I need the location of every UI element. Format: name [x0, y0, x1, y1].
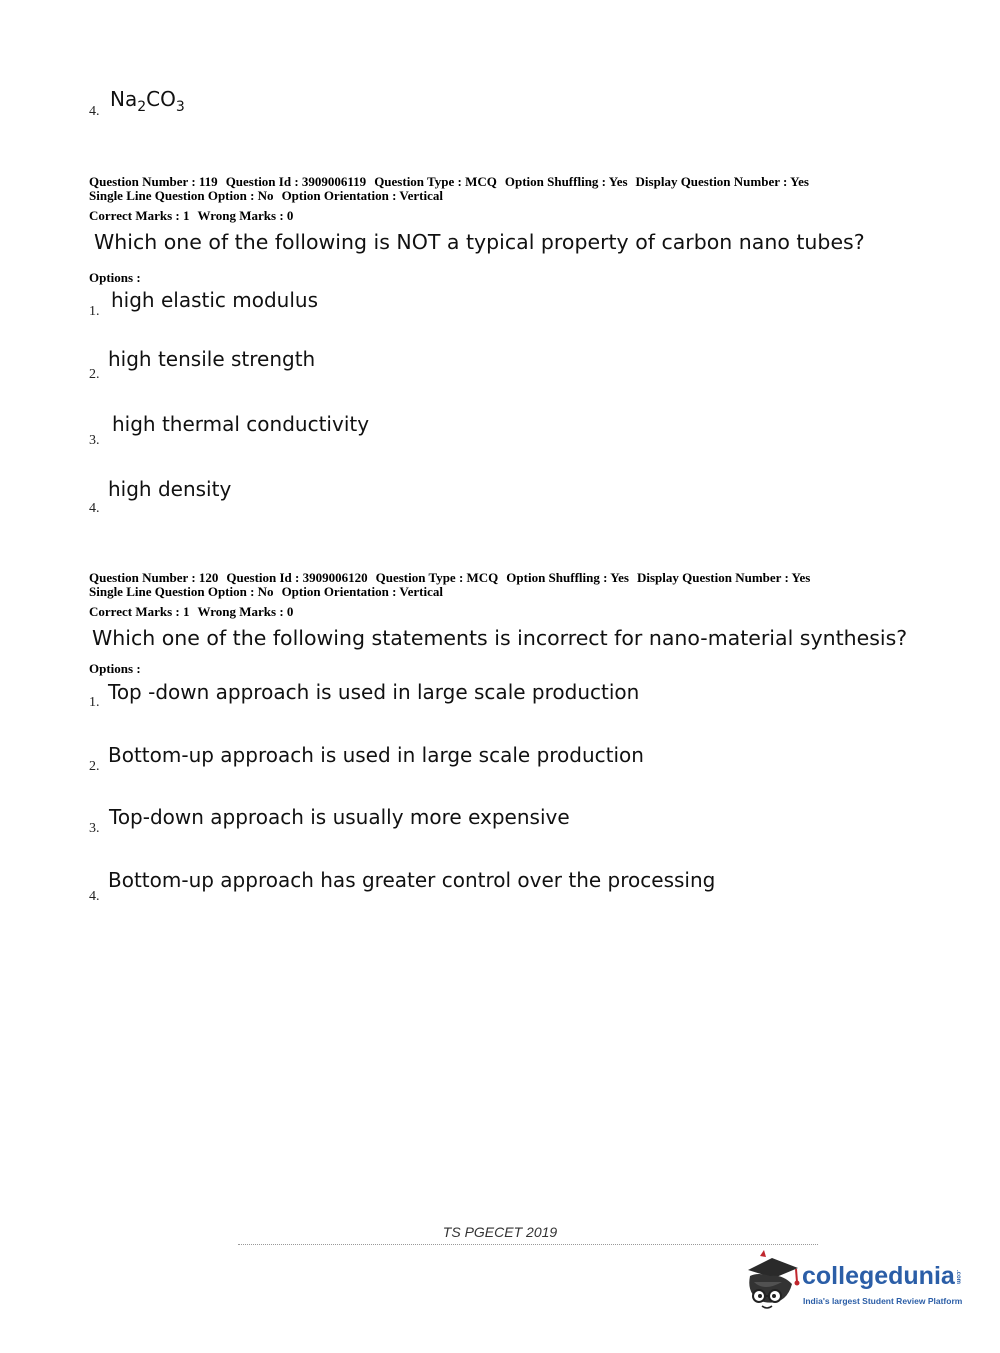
question-meta	[89, 175, 817, 203]
option-text: high density	[108, 477, 232, 501]
option-number: 1.	[89, 695, 100, 710]
option-number: 3.	[89, 433, 100, 448]
collegedunia-logo	[742, 1248, 972, 1318]
mascot-icon	[742, 1248, 804, 1312]
option-number: 3.	[89, 821, 100, 836]
option-text: Top-down approach is usually more expensive	[109, 805, 570, 829]
question-marks: Correct Marks : 1 Wrong Marks : 0	[89, 208, 294, 223]
option-number: 4.	[89, 104, 100, 119]
logo-tagline: India's largest Student Review Platform	[803, 1296, 963, 1306]
meta-line-1: Question Number : 120 Question Id : 3909006120 Question Type : MCQ Option Shuffling : Yes Display Question Number : Yes	[89, 570, 811, 585]
meta-line-2: Single Line Question Option : No Option Orientation : Vertical	[89, 188, 443, 203]
option-number: 4.	[89, 889, 100, 904]
option-text: high thermal conductivity	[112, 412, 370, 436]
question-meta	[89, 571, 818, 599]
option-number: 1.	[89, 304, 100, 319]
logo-wordmark: collegedunia.com	[802, 1262, 961, 1290]
question-text: Which one of the following is NOT a typical property of carbon nano tubes?	[94, 230, 865, 254]
options-label: Options :	[89, 661, 141, 676]
options-label: Options :	[89, 270, 141, 285]
option-text: high tensile strength	[108, 347, 316, 371]
meta-line-1: Question Number : 119 Question Id : 3909006119 Question Type : MCQ Option Shuffling : Yes Display Question Number : Yes	[89, 174, 809, 189]
question-text: Which one of the following statements is incorrect for nano-material synthesis?	[92, 626, 908, 650]
footer-divider	[238, 1244, 818, 1245]
footer-exam-title: TS PGECET 2019	[442, 1224, 558, 1240]
meta-line-2: Single Line Question Option : No Option Orientation : Vertical	[89, 584, 443, 599]
option-number: 2.	[89, 367, 100, 382]
option-text: Top -down approach is used in large scale production	[108, 680, 640, 704]
option-text: high elastic modulus	[111, 288, 318, 312]
option-number: 4.	[89, 501, 100, 516]
question-marks: Correct Marks : 1 Wrong Marks : 0	[89, 604, 294, 619]
option-number: 2.	[89, 759, 100, 774]
option-formula: $Na_2CO_3$	[110, 87, 185, 115]
option-text: Bottom-up approach has greater control over the processing	[108, 868, 716, 892]
option-text: Bottom-up approach is used in large scale production	[108, 743, 644, 767]
